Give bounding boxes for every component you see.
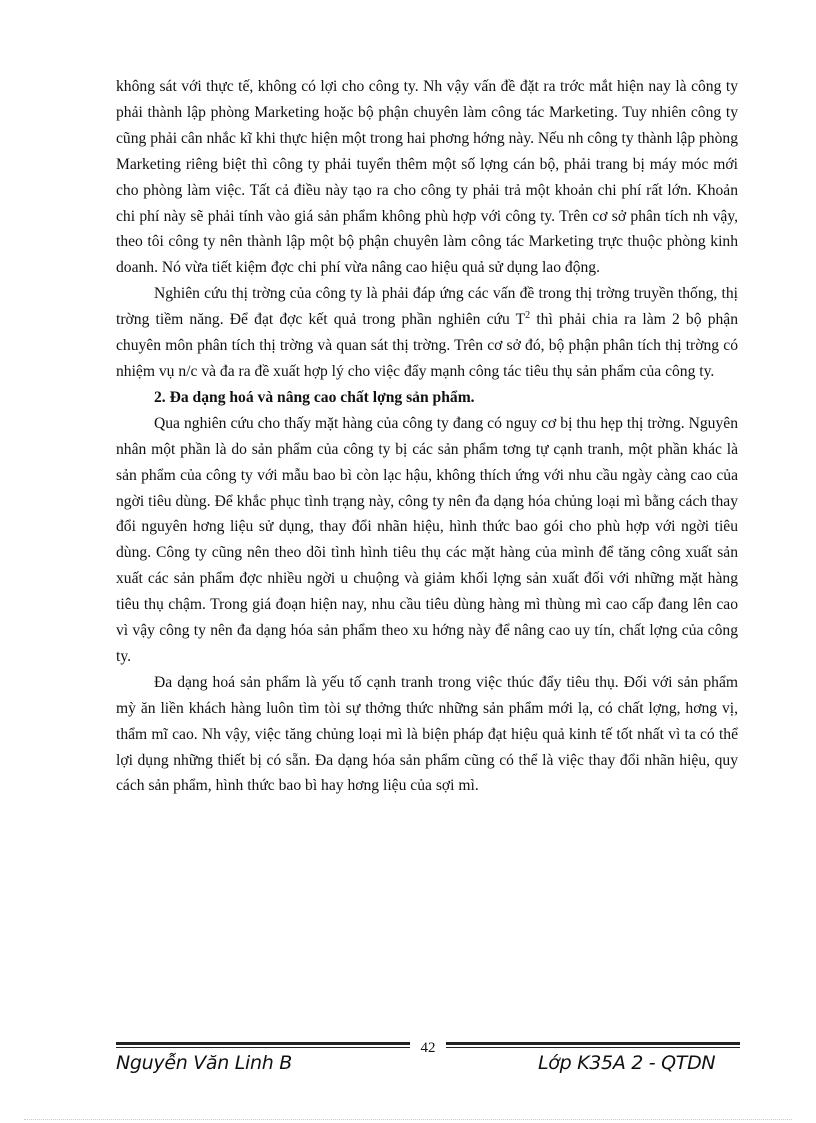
footer-class-label: Lớp K35A 2 - QTDN: [538, 1052, 716, 1074]
paragraph-2: [116, 281, 738, 385]
page-body: [116, 74, 738, 799]
paragraph-4: Đa dạng hoá sản phẩm là yếu tố cạnh tranh trong việc thúc đẩy tiêu thụ. Đối với sản phẩm mỳ ăn liền khách hàng luôn tìm tòi sự thởng thức những sản phẩm mới lạ, có chất lợng, hơng vị, thẩm mĩ cao. Nh vậy, việc tăng chủng loại mì là biện pháp đạt hiệu quả kinh tế tốt nhất vì ta có thể lợi dụng những thiết bị có sẵn. Đa dạng hóa sản phẩm cũng có thể là việc thay đổi nhãn hiệu, quy cách sản phẩm, hình thức bao bì hay hơng liệu của sợi mì.: [116, 673, 738, 795]
paragraph-1: không sát với thực tế, không có lợi cho công ty. Nh vậy vấn đề đặt ra trớc mắt hiện nay là công ty phải thành lập phòng Marketing hoặc bộ phận chuyên làm công tác Marketing. Tuy nhiên công ty cũng phải cân nhắc kĩ khi thực hiện một trong hai phơng hớng này. Nếu nh công ty thành lập phòng Marketing riêng biệt thì công ty phải tuyển thêm một số lợng cán bộ, phải trang bị máy móc mới cho phòng làm việc. Tất cả điều này tạo ra cho công ty phải trả một khoản chi phí rất lớn. Khoản chi phí này sẽ phải tính vào giá sản phẩm không phù hợp với công ty. Trên cơ sở phân tích nh vậy, theo tôi công ty nên thành lập một bộ phận chuyên làm công tác Marketing trực thuộc phòng kinh doanh. Nó vừa tiết kiệm đợc chi phí vừa nâng cao hiệu quả sử dụng lao động.: [116, 78, 738, 277]
footer-author: Nguyễn Văn Linh B: [116, 1052, 292, 1074]
page-bottom-dotted-border: [24, 1119, 792, 1120]
paragraph-2-text-b: thì phải chia ra làm 2 bộ phận chuyên môn phân tích thị trờng và quan sát thị trờng. Trên cơ sở đó, bộ phận phân tích thị trờng có nhiệm vụ n/c và đa ra đề xuất hợp lý cho việc đẩy mạnh công tác tiêu thụ sản phẩm của công ty.: [116, 311, 739, 380]
superscript-2: 2: [525, 309, 531, 321]
paragraph-3: Qua nghiên cứu cho thấy mặt hàng của công ty đang có nguy cơ bị thu hẹp thị trờng. Nguyên nhân một phần là do sản phẩm của công ty bị các sản phẩm tơng tự cạnh tranh, một phần khác là sản phẩm của công ty với mẫu bao bì còn lạc hậu, không thích ứng với nhu cầu ngày càng cao của ngời tiêu dùng. Để khắc phục tình trạng này, công ty nên đa dạng hóa chủng loại mì bằng cách thay đổi nguyên hơng liệu sử dụng, thay đổi nhãn hiệu, hình thức bao gói cho phù hợp với ngời tiêu dùng. Công ty cũng nên theo dõi tình hình tiêu thụ các mặt hàng của mình để tăng công xuất sản xuất các sản phẩm đợc nhiều ngời u chuộng và giảm khối lợng sản xuất đối với những mặt hàng tiêu thụ chậm. Trong giá đoạn hiện nay, nhu cầu tiêu dùng hàng mì thùng mì cao cấp đang lên cao vì vậy công ty nên đa dạng hóa sản phẩm theo xu hớng này để nâng cao uy tín, chất lợng của công ty.: [116, 414, 738, 665]
section-heading-2: 2. Đa dạng hoá và nâng cao chất lợng sản phẩm.: [154, 388, 475, 406]
page-number: 42: [410, 1040, 446, 1057]
paragraph-2-text-a: Nghiên cứu thị trờng của công ty là phải đáp ứng các vấn đề trong thị trờng truyền thống, thị trờng tiềm năng. Để đạt đợc kết quả trong phần nghiên cứu T: [116, 285, 738, 329]
